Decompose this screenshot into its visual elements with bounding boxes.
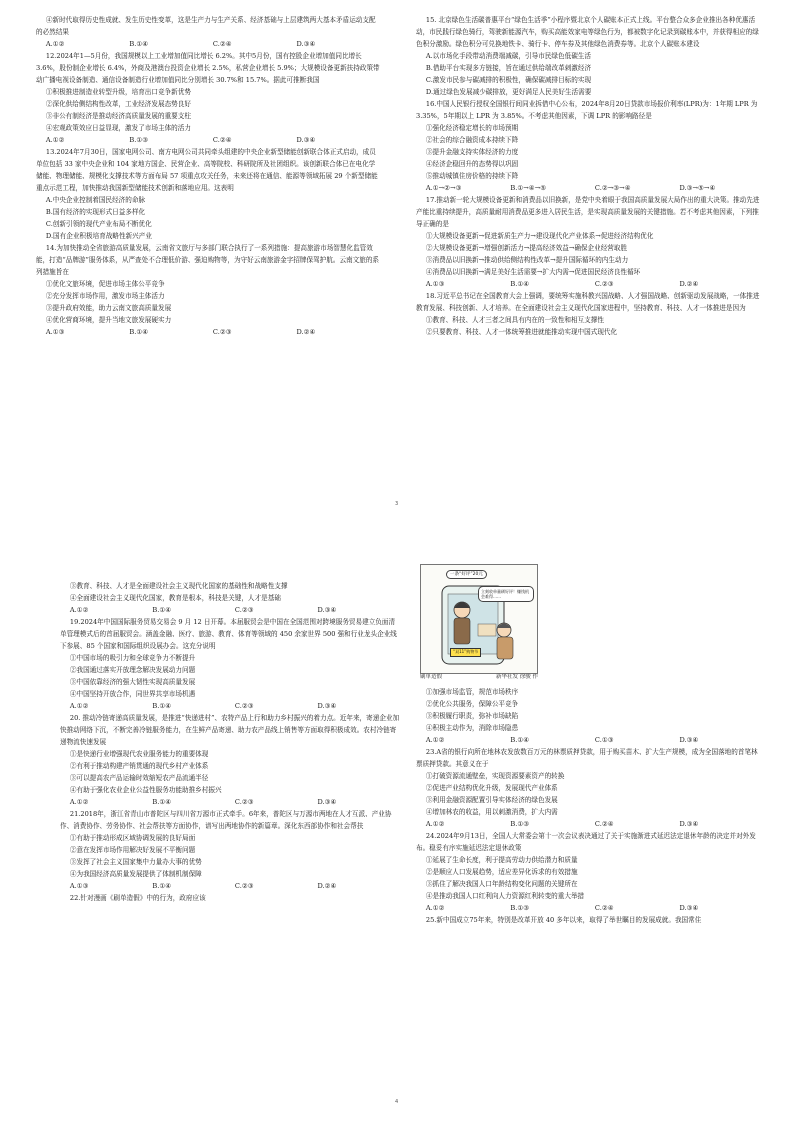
answer-option: A.①③ bbox=[425, 280, 445, 288]
statement-item: ③提升金融支持实体经济的力度 bbox=[425, 148, 519, 156]
statement-item: ①是快递行业增强现代农业服务能力的重要体现 bbox=[69, 750, 209, 758]
statement-item: ④积极主动作为，消除市场隐患 bbox=[425, 723, 519, 732]
page-number: 3 bbox=[395, 501, 399, 507]
answer-option: D.③→⑤→④ bbox=[679, 184, 716, 192]
statement-item: C.激发市民参与碳减排的积极性，确保碳减排目标的实现 bbox=[425, 76, 592, 84]
answer-option: B.①③ bbox=[510, 819, 530, 828]
answer-option: D.③④ bbox=[317, 702, 337, 710]
answer-option: B.①④ bbox=[129, 328, 149, 336]
answer-options bbox=[416, 734, 764, 746]
answer-options bbox=[60, 700, 400, 712]
statement-item: ②意在发挥市场作用解决好发展不平衡问题 bbox=[69, 846, 196, 854]
answer-option: C.①③ bbox=[594, 735, 614, 744]
statement-item: C.创新引领的现代产业布局不断优化 bbox=[45, 220, 152, 228]
answer-options bbox=[416, 818, 764, 830]
answer-option: C.②④ bbox=[212, 136, 232, 144]
cartoon-block bbox=[416, 564, 764, 682]
answer-option: A.①② bbox=[45, 40, 65, 48]
answer-options bbox=[36, 134, 380, 146]
sale-sign: “双11”购物节 bbox=[450, 648, 481, 657]
answer-option: B.①③ bbox=[510, 903, 530, 912]
answer-option: D.②④ bbox=[296, 328, 316, 336]
answer-options bbox=[416, 182, 764, 194]
statement-item: ④宏观政策效应日益显现，激发了市场主体的活力 bbox=[45, 124, 191, 132]
answer-option: C.②→③→④ bbox=[594, 184, 631, 192]
statement-item: ④优化营商环境，提升当地文旅发展硬实力 bbox=[45, 316, 172, 324]
left-column bbox=[60, 580, 400, 1100]
answer-option: A.①③ bbox=[69, 882, 89, 890]
answer-options bbox=[60, 880, 400, 892]
answer-options bbox=[36, 38, 380, 50]
answer-option: A.①② bbox=[69, 702, 89, 710]
statement-item: B.国有经济的实现形式日益多样化 bbox=[45, 208, 146, 216]
question-text: 16.中国人民银行授权全国银行间同业拆借中心公布，2024年8月20日贷款市场报价利率(LPR)为：1年期 LPR 为 3.35%，5年期以上 LPR 为 3.85%。不考虑其他因素，下调 LPR 的影响路径是 bbox=[416, 100, 758, 120]
statement-item: ②有利于推动构建产销贯通的现代乡村产业体系 bbox=[69, 762, 209, 770]
question-text: ④新时代取得历史性成就、发生历史性变革，这是生产力与生产关系、经济基础与上层建筑两大基本矛盾运动支配的必然结果 bbox=[36, 16, 376, 36]
question-text: 12.2024年1—5月份，我国规模以上工业增加值同比增长 6.2%。其中5月份，国有控股企业增加值同比增长 3.6%，股份制企业增长 6.4%，外商及港澳台投资企业增长 2.5%，私营企业增长 5.9%；大规模设备更新扶持政策带动广播电视设备制造、通信设备制造行业增加值同比分别增长 30.7%和 15.7%。据此可推断我国 bbox=[36, 52, 380, 84]
answer-option: B.①④ bbox=[152, 798, 172, 806]
answer-option: C.②④ bbox=[212, 40, 232, 48]
answer-option: D.③④ bbox=[317, 798, 337, 806]
statement-item: ③利用金融资源配置引导实体经济的绿色发展 bbox=[425, 795, 558, 804]
answer-option: A.①② bbox=[425, 903, 445, 912]
answer-option: D.③④ bbox=[679, 735, 699, 744]
answer-options bbox=[60, 796, 400, 808]
question-text: 13.2024年7月30日，国家电网公司、南方电网公司共同牵头组建的中央企业新型储能创新联合体正式启动，成员单位包括 33 家中央企业和 104 家地方国企、民营企业、高等院校、科研院所及社团组织。该创新联合体已在电化学储能、物理储能、规模化支撑技术等方面布局 57 项重点攻关任务，未来还将在通信、能源等领域拓展 29 个新型储能重点示范工程，加快推动我国新型储能技术创新和落地应用。这表明 bbox=[36, 148, 378, 192]
answer-option: D.③④ bbox=[679, 903, 699, 912]
answer-option: C.②③ bbox=[594, 280, 614, 288]
question-text: 22.针对漫画《刷单造假》中的行为，政府应该 bbox=[69, 894, 206, 902]
page-number: 4 bbox=[395, 1099, 399, 1105]
statement-item: ②我国通过落实开放理念解决发展动力问题 bbox=[69, 666, 196, 674]
answer-option: A.①② bbox=[425, 819, 445, 828]
statement-item: B.借助平台实现多方链接，旨在通过供给端改革刺激经济 bbox=[425, 64, 592, 72]
question-text: 14.为加快推动全省旅游高质量发展，云南省文旅厅与多部门联合执行了一系列措施：提高旅游市场智慧化监管效能，打造“品牌游”服务体系，从严查处不合理低价游、强迫购物等，为守好云南旅游金字招牌保驾护航。云南文旅的系列措施旨在 bbox=[36, 244, 380, 276]
answer-option: C.②③ bbox=[212, 328, 232, 336]
answer-option: C.②④ bbox=[594, 903, 614, 912]
answer-options bbox=[36, 326, 380, 338]
statement-item: ③抓住了解决我国人口年龄结构变化问题的关键所在 bbox=[425, 879, 578, 888]
banner-label: 一条“好评”20元 bbox=[446, 570, 487, 579]
statement-item: ②充分发挥市场作用，激发市场主体活力 bbox=[45, 292, 165, 300]
statement-item: ③中国依靠经济的强大韧性实现高质量发展 bbox=[69, 678, 196, 686]
statement-item: ③教育、科技、人才是全面建设社会主义现代化国家的基础性和战略性支撑 bbox=[69, 582, 288, 590]
answer-option: D.③④ bbox=[679, 819, 699, 828]
statement-item: ①教育、科技、人才三者之间具有内在的一致性和相互支撑性 bbox=[425, 316, 604, 324]
question-text: 24.2024年9月13日，全国人大常委会第十一次会议表决通过了关于实施渐进式延迟法定退休年龄的决定并对外发布。稳妥有序实施延迟法定退休政策 bbox=[416, 831, 756, 852]
statement-item: A.中央企业控制着国民经济的命脉 bbox=[45, 196, 146, 204]
question-text: 17.推动新一轮大规模设备更新和消费品以旧换新，是党中央着眼于我国高质量发展大局作出的重大决策。推动先进产能比重持续提升，高质量耐用消费品更多进入居民生活，是实现高质量发展的关键措施。若不考虑其他因素，下列推导正确的是 bbox=[416, 196, 760, 228]
statement-item: ④增加林农的收益，用以刺激消费，扩大内需 bbox=[425, 807, 558, 816]
statement-item: ②大规模设备更新→增强创新活力→提高经济效益→确保企业经营取胜 bbox=[425, 244, 628, 252]
question-text: 19.2024年中国国际服务贸易交易会 9 月 12 日开幕。本届服贸会是中国在全国范围对跨境服务贸易建立负面清单管理模式后的首届服贸会。涵盖金融、医疗、旅游、教育、体育等领域的 450 余家世界 500 强和行业龙头企业线下参展、85 个国家和国际组织设展办会。这充分说明 bbox=[60, 618, 397, 650]
answer-option: C.②③ bbox=[234, 702, 254, 710]
answer-option: B.①④ bbox=[152, 882, 172, 890]
statement-item: ③非公有制经济是推动经济高质量发展的重要支柱 bbox=[45, 112, 191, 120]
cartoon-illustration bbox=[420, 564, 538, 674]
statement-item: ⑤推动城镇住房价格的持续下降 bbox=[425, 172, 519, 180]
statement-item: A.以市场化手段带动消费端减碳，引导市民绿色低碳生活 bbox=[425, 52, 591, 60]
speech-bubble: 立刻收单量刷好评！赚钱机会难得…… bbox=[478, 586, 534, 602]
statement-item: ④中国坚持开放合作，同世界共享市场机遇 bbox=[69, 690, 196, 698]
statement-item: ④全面建设社会主义现代化国家，教育是根本，科技是关键，人才是基础 bbox=[69, 594, 281, 602]
statement-item: ④有助于强化农业企业公益性服务功能助推乡村振兴 bbox=[69, 786, 222, 794]
answer-options bbox=[60, 604, 400, 616]
answer-option: B.①④ bbox=[152, 606, 172, 614]
answer-option: B.①③ bbox=[129, 136, 149, 144]
statement-item: ③提升政府效能，助力云南文旅高质量发展 bbox=[45, 304, 172, 312]
statement-item: ③积极履行职责，弥补市场缺陷 bbox=[425, 711, 519, 720]
statement-item: ①积极推进制造业转型升级，培育出口竞争新优势 bbox=[45, 88, 191, 96]
statement-item: ③发挥了社会主义国家集中力量办大事的优势 bbox=[69, 858, 202, 866]
answer-option: C.②④ bbox=[594, 819, 614, 828]
page-sheet-3 bbox=[0, 0, 794, 561]
left-column bbox=[36, 14, 380, 504]
statement-item: ①打破资源流通壁垒，实现资源要素资产的转换 bbox=[425, 771, 565, 780]
page-sheet-4 bbox=[0, 560, 794, 1121]
answer-option: C.②③ bbox=[234, 882, 254, 890]
answer-option: A.①② bbox=[425, 735, 445, 744]
statement-item: ①大规模设备更新→促进新质生产力→建设现代化产业体系→促进经济结构优化 bbox=[425, 232, 654, 240]
question-text: 18.习近平总书记在全国教育大会上强调，要统筹实施科教兴国战略、人才强国战略、创新驱动发展战略，一体推进教育发展、科技创新、人才培养。在全面建设社会主义现代化国家进程中，坚持教育、科技、人才一体推进是因为 bbox=[416, 292, 760, 312]
answer-options bbox=[416, 278, 764, 290]
statement-item: ②促进产业结构优化升级，发展现代产业体系 bbox=[425, 783, 558, 792]
statement-item: ①有助于推动形成区域协调发展的良好局面 bbox=[69, 834, 196, 842]
statement-item: D.通过绿色发展减少碳排放，更好满足人民美好生活需要 bbox=[425, 88, 592, 96]
answer-option: A.①→②→③ bbox=[425, 184, 462, 192]
answer-options bbox=[416, 902, 764, 914]
answer-option: A.①② bbox=[69, 606, 89, 614]
statement-item: ①中国市场的吸引力和全球竞争力不断提升 bbox=[69, 654, 196, 662]
answer-option: D.③④ bbox=[296, 40, 316, 48]
answer-option: B.①④ bbox=[510, 280, 530, 288]
question-text: 21.2018年，浙江省青山市普陀区与四川省万源市正式牵手。6年来，普陀区与万源市两地在人才互派、产业协作、消费协作、劳务协作、社会帮扶等方面协作，谱写出两地协作的新篇章。深化东西部协作和社会帮扶 bbox=[60, 810, 392, 830]
answer-option: D.③④ bbox=[317, 606, 337, 614]
answer-option: A.①③ bbox=[45, 328, 65, 336]
statement-item: ②是顺应人口发展趋势，适应差异化诉求的有效措施 bbox=[425, 867, 578, 876]
statement-item: ④消费品以旧换新→满足美好生活需要→扩大内需→促进国民经济良性循环 bbox=[425, 268, 641, 276]
question-text: 25.新中国成立75年来，特别是改革开放 40 多年以来，取得了举世瞩目的发展成就。我国常住 bbox=[425, 915, 702, 924]
answer-option: D.③④ bbox=[296, 136, 316, 144]
statement-item: ③可以提高农产品运输时效缩短农产品流通半径 bbox=[69, 774, 209, 782]
statement-item: ①加强市场监管，规范市场秩序 bbox=[425, 687, 519, 696]
question-text: 23.A省的银行向所在地林农发放数百万元的林票质押贷款，用于购买苗木、扩大生产规模，成为全国落地的首笔林票质押贷款。其意义在于 bbox=[416, 747, 758, 768]
cartoon-image bbox=[420, 564, 538, 674]
right-column bbox=[416, 564, 764, 1112]
answer-option: D.②④ bbox=[679, 280, 699, 288]
answer-option: A.①② bbox=[45, 136, 65, 144]
statement-item: ③消费品以旧换新→推动供给侧结构性改革→提升国际循环的内生动力 bbox=[425, 256, 629, 264]
statement-item: D.国有企业积极培育战略性新兴产业 bbox=[45, 232, 152, 240]
cartoon-title: 刷单造假 bbox=[420, 674, 443, 680]
answer-option: D.②④ bbox=[317, 882, 337, 890]
cartoon-caption bbox=[420, 674, 538, 682]
statement-item: ①强化经济稳定增长的市场预期 bbox=[425, 124, 519, 132]
answer-option: C.②③ bbox=[234, 798, 254, 806]
answer-option: B.①④ bbox=[152, 702, 172, 710]
answer-option: B.①④ bbox=[510, 735, 530, 744]
cartoon-credit: 新华社发 徐骏 作 bbox=[496, 674, 538, 680]
question-text: 20. 推动冷链寄递高质量发展，是推进“快递进村”、农特产品上行和助力乡村振兴的着力点。近年来，寄递企业加快推动网络下沉，不断完善冷链服务能力，在生鲜产品寄递、助力农产品线上销售等方面取得积极成效。农村冷链寄递物流快速发展 bbox=[60, 714, 400, 746]
answer-option: B.①④ bbox=[129, 40, 149, 48]
statement-item: ④经济企稳回升的态势得以巩固 bbox=[425, 160, 519, 168]
question-text: 15. 北京绿色生活碳普惠平台“绿色生活季”小程序暨北京个人碳账本正式上线。平台整合众多企业推出各种优惠活动，市民践行绿色骑行，驾驶新能源汽车，购买高能效家电等绿色行为，都被数字化记录到碳账本中，并获得相应的绿色积分激励。绿色积分可兑换地铁卡、骑行卡、停车券及其他绿色消费券等。北京个人碳账本建设 bbox=[416, 16, 759, 48]
statement-item: ②深化供给侧结构性改革，工业经济发展态势良好 bbox=[45, 100, 191, 108]
statement-item: ②只要教育、科技、人才一体统筹推进就能推动实现中国式现代化 bbox=[425, 328, 618, 336]
statement-item: ①延展了生命长度，利于提高劳动力供给潜力和质量 bbox=[425, 855, 578, 864]
answer-option: A.①② bbox=[69, 798, 89, 806]
statement-item: ④为我国经济高质量发展提供了体制机制保障 bbox=[69, 870, 202, 878]
statement-item: ①优化文旅环境，促进市场主体公平竞争 bbox=[45, 280, 165, 288]
answer-option: B.①→④→⑤ bbox=[510, 184, 547, 192]
statement-item: ④是推动我国人口红利向人力资源红利转变的重大举措 bbox=[425, 891, 585, 900]
answer-option: C.②③ bbox=[234, 606, 254, 614]
statement-item: ②社会的综合融资成本持续下降 bbox=[425, 136, 519, 144]
right-column bbox=[416, 14, 764, 504]
statement-item: ②优化公共服务，保障公平竞争 bbox=[425, 699, 519, 708]
